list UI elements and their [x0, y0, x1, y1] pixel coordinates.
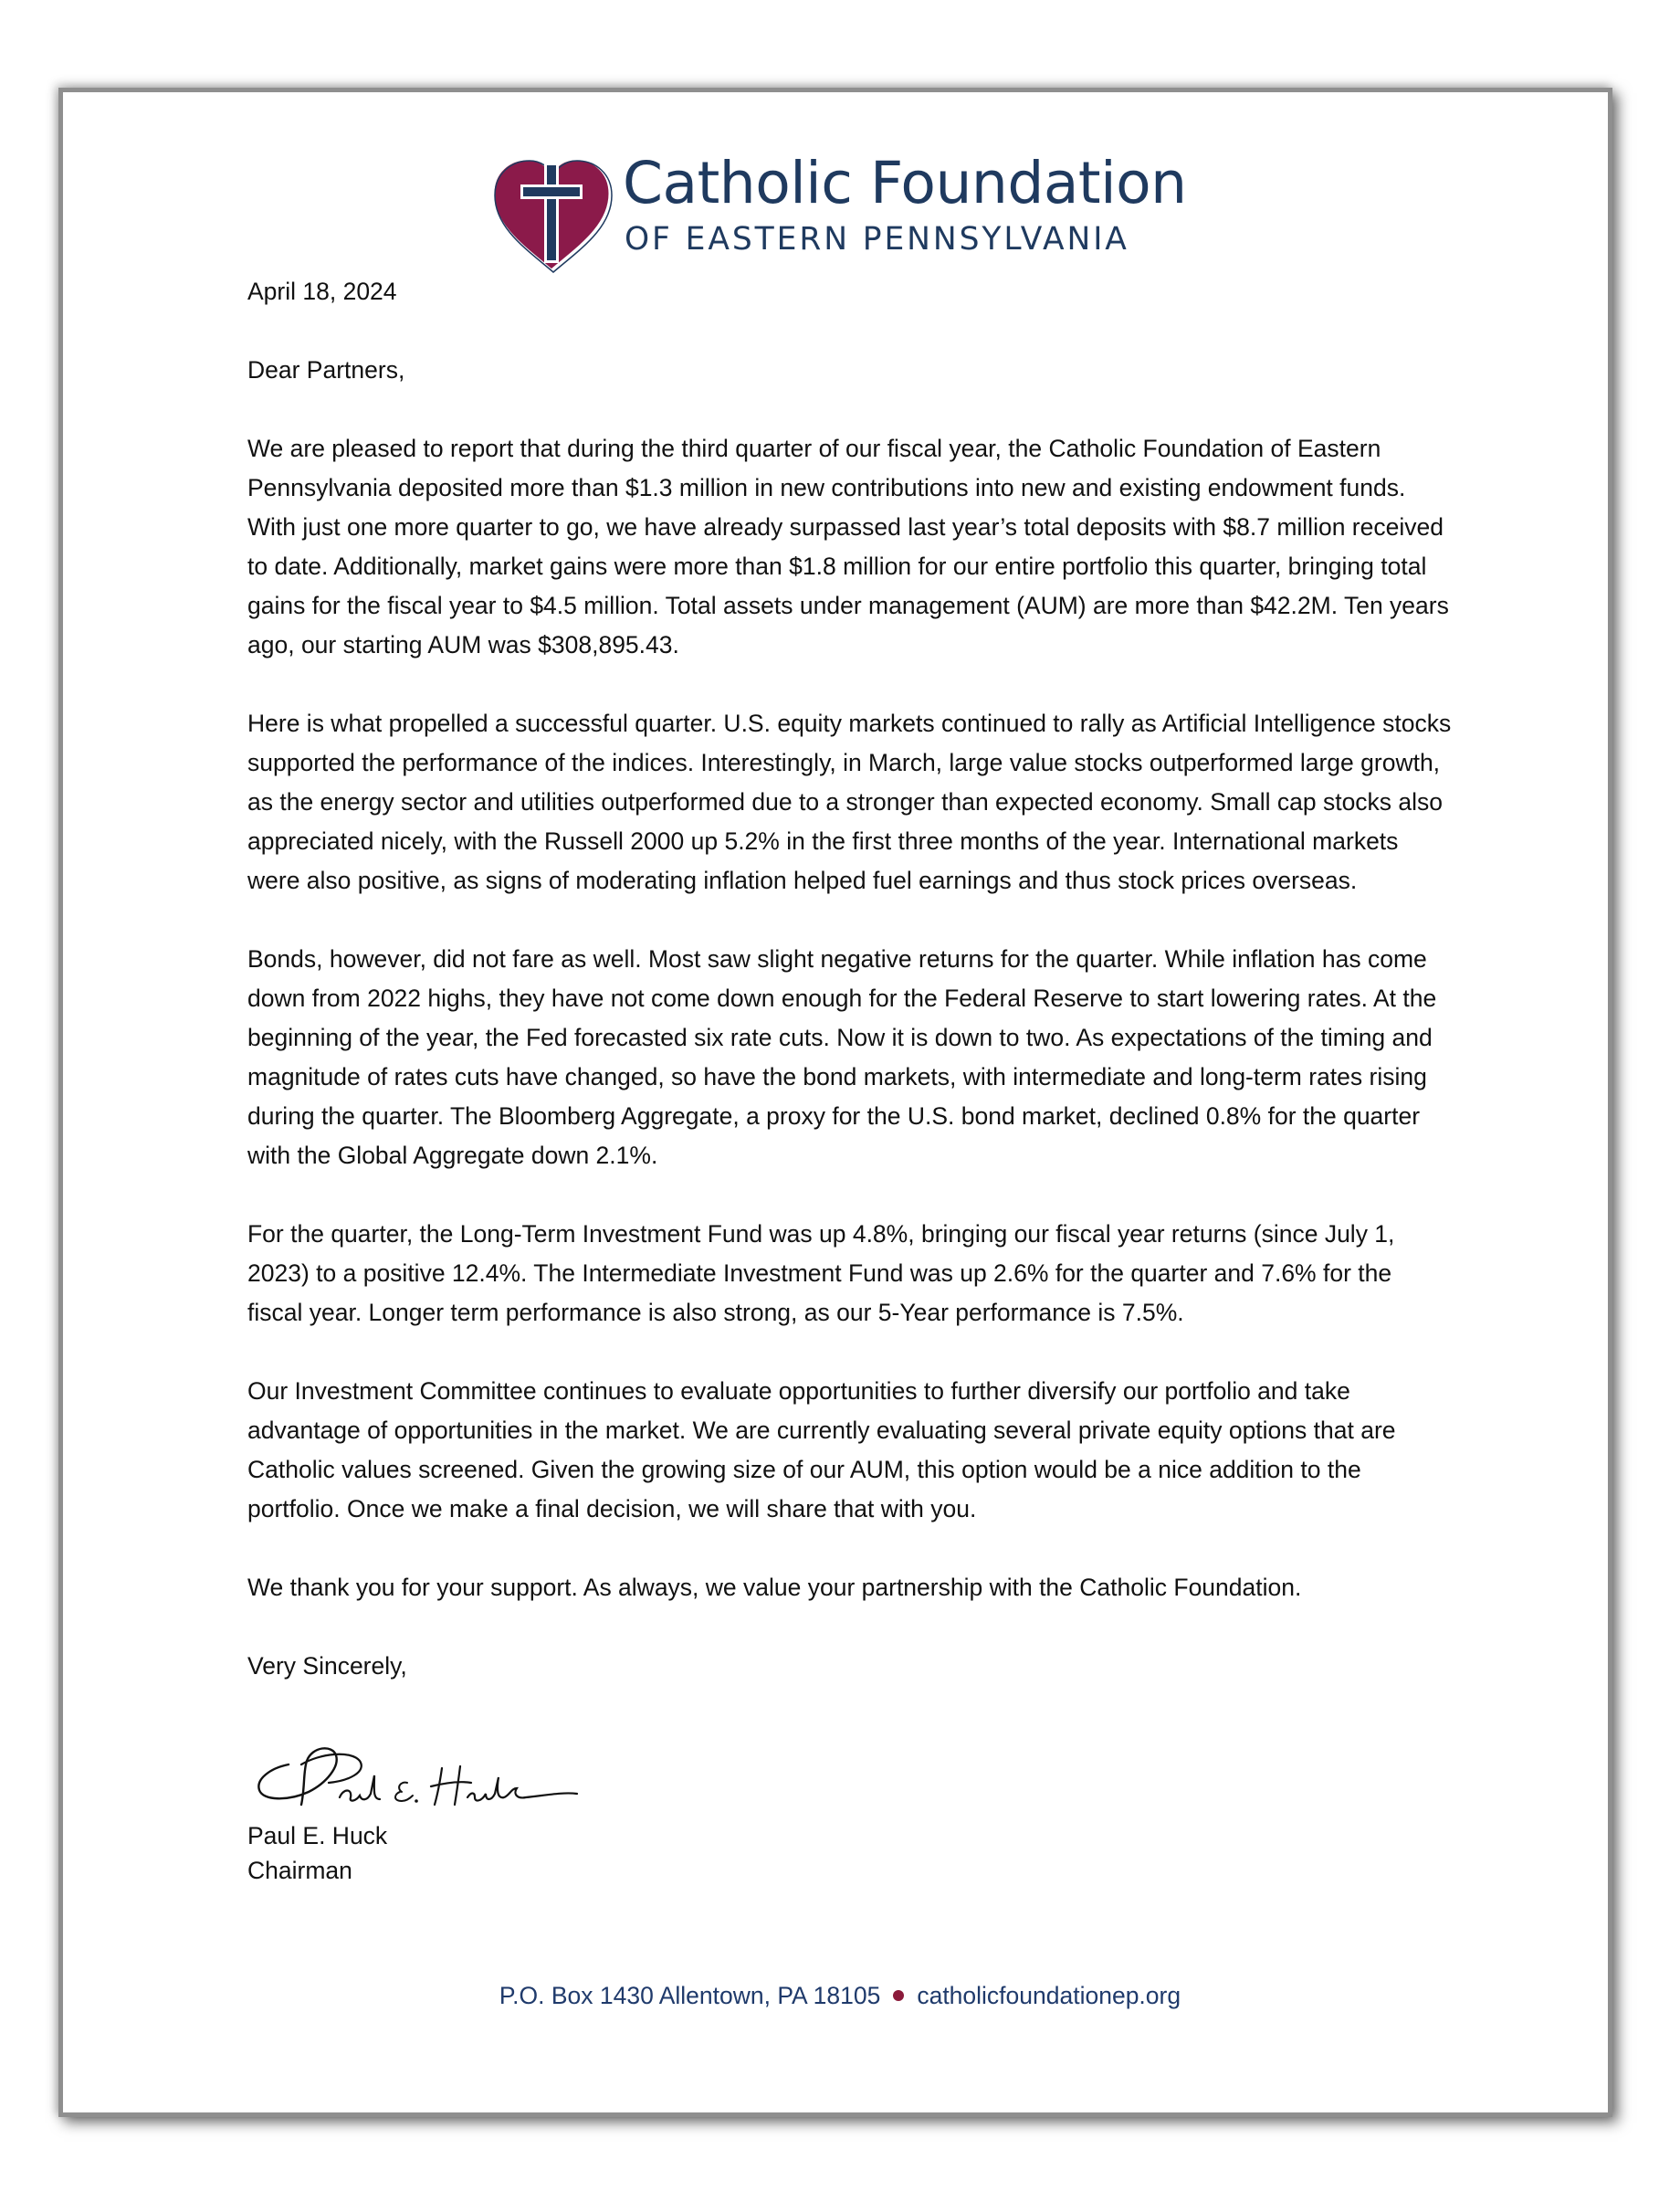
footer: [0, 1982, 1680, 2010]
footer-website-link[interactable]: catholicfoundationep.org: [917, 1982, 1181, 2009]
signer-title: Chairman: [247, 1857, 352, 1884]
bullet-separator-icon: [893, 1990, 904, 2001]
logo-title: Catholic Foundation: [623, 150, 1187, 216]
heart-cross-icon: [489, 157, 614, 274]
paragraph-investment-committee: Our Investment Committee continues to evaluate opportunities to further diversify our portfolio and take advantage of opportunities in the market. We are currently evaluating several private equity options that are Catholic values screened. Given the growing size of our AUM, this option would be a nice addition to the portfolio. Once we make a final decision, we will share that with you.: [247, 1377, 1396, 1522]
footer-address: P.O. Box 1430 Allentown, PA 18105: [499, 1982, 881, 2009]
paragraph-bonds: Bonds, however, did not fare as well. Most saw slight negative returns for the quarter. While inflation has come down from 2022 highs, they have not come down enough for the Federal Reserve to start lowering rates. At the beginning of the year, the Fed forecasted six rate cuts. Now it is down to two. As expectations of the timing and magnitude of rates cuts have changed, so have the bond markets, with intermediate and long-term rates rising during the quarter. The Bloomberg Aggregate, a proxy for the U.S. bond market, declined 0.8% for the quarter with the Global Aggregate down 2.1%.: [247, 945, 1437, 1169]
foundation-logo: [489, 150, 1202, 276]
paragraph-equity-markets: Here is what propelled a successful quarter. U.S. equity markets continued to rally as Artificial Intelligence stocks supported the performance of the indices. Interestingly, in March, large value stocks outperformed large growth, as the energy sector and utilities outperformed due to a stronger than expected economy. Small cap stocks also appreciated nicely, with the Russell 2000 up 5.2% in the first three months of the year. International markets were also positive, as signs of moderating inflation helped fuel earnings and thus stock prices overseas.: [247, 710, 1452, 894]
letter-body: [247, 272, 1453, 1686]
letter-date: April 18, 2024: [247, 278, 397, 305]
salutation: Dear Partners,: [247, 356, 405, 384]
paragraph-fund-performance: For the quarter, the Long-Term Investment Fund was up 4.8%, bringing our fiscal year returns (since July 1, 2023) to a positive 12.4%. The Intermediate Investment Fund was up 2.6% for the quarter and 7.6% for the fiscal year. Longer term performance is also strong, as our 5-Year performance is 7.5%.: [247, 1220, 1395, 1326]
signer-block: [247, 1818, 387, 1888]
handwritten-signature: [252, 1728, 581, 1819]
paragraph-thanks: We thank you for your support. As always, we value your partnership with the Catholic Foundation.: [247, 1574, 1302, 1601]
signer-name: Paul E. Huck: [247, 1822, 388, 1849]
logo-subtitle: OF EASTERN PENNSYLVANIA: [625, 221, 1129, 258]
paragraph-deposits: We are pleased to report that during the third quarter of our fiscal year, the Catholic Foundation of Eastern Pennsylvania deposited more than $1.3 million in new contributions into new and existing endowment funds. With just one more quarter to go, we have already surpassed last year’s total deposits with $8.7 million received to date. Additionally, market gains were more than $1.8 million for our entire portfolio this quarter, bringing total gains for the fiscal year to $4.5 million. Total assets under management (AUM) are more than $42.2M. Ten years ago, our starting AUM was $308,895.43.: [247, 435, 1449, 658]
closing: Very Sincerely,: [247, 1652, 407, 1680]
